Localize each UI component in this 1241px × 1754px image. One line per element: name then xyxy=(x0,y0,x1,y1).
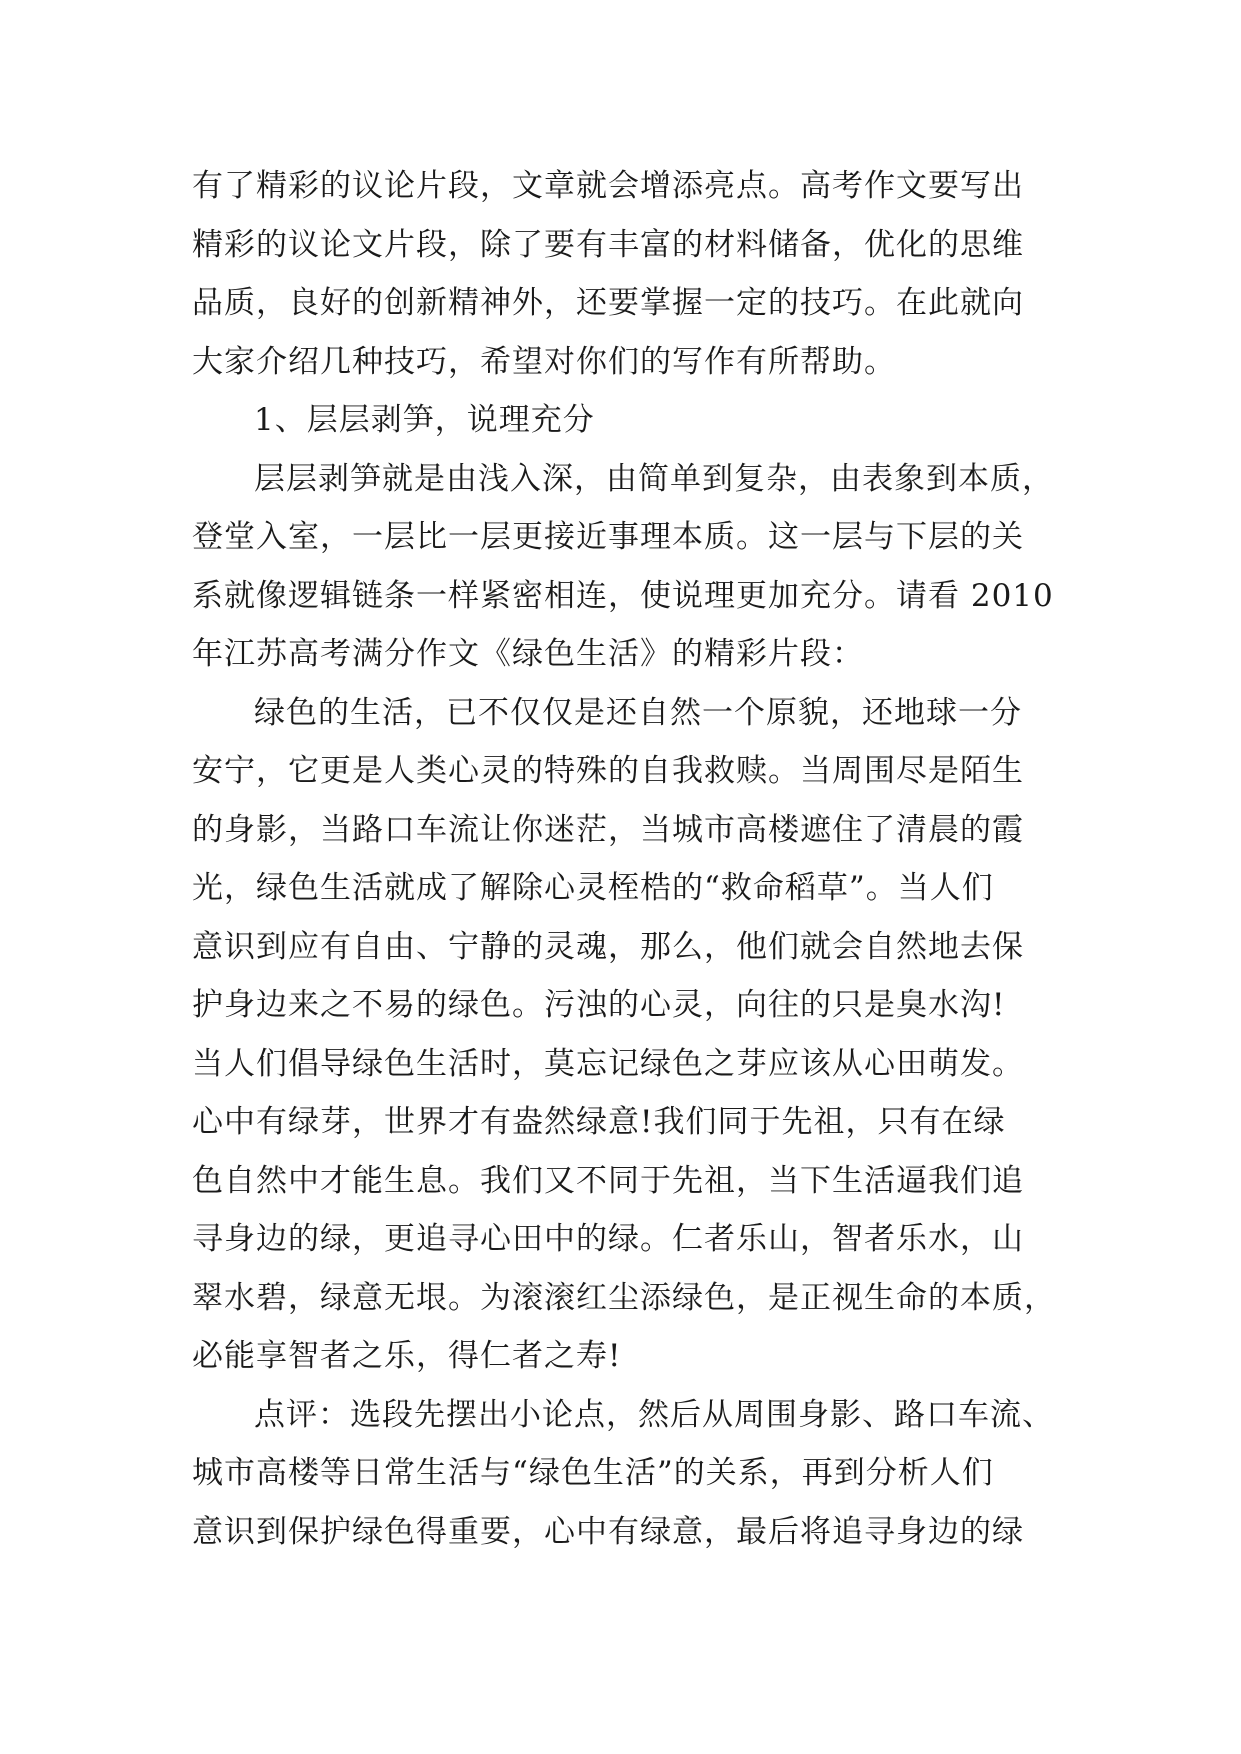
text-line: 系就像逻辑链条一样紧密相连，使说理更加充分。请看 2010 xyxy=(192,577,1054,614)
quoted-paragraph-line: 心中有绿芽，世界才有盎然绿意!我们同于先祖，只有在绿 xyxy=(192,1104,1006,1140)
quoted-paragraph-line: 绿色的生活，已不仅仅是还自然一个原貌，还地球一分 xyxy=(254,694,1022,731)
quoted-paragraph-line: 护身边来之不易的绿色。污浊的心灵，向往的只是臭水沟! xyxy=(192,987,1006,1023)
commentary-line: 城市高楼等日常生活与“绿色生活”的关系，再到分析人们 xyxy=(192,1455,994,1491)
text-line: 品质，良好的创新精神外，还要掌握一定的技巧。在此就向 xyxy=(192,285,1024,321)
quoted-paragraph-line: 必能享智者之乐，得仁者之寿! xyxy=(192,1338,622,1374)
text-line: 登堂入室，一层比一层更接近事理本质。这一层与下层的关 xyxy=(192,519,1024,555)
section-heading: 1、层层剥笋，说理充分 xyxy=(254,402,595,438)
quoted-paragraph-line: 光，绿色生活就成了解除心灵桎梏的“救命稻草”。当人们 xyxy=(192,870,994,906)
quoted-paragraph-line: 色自然中才能生息。我们又不同于先祖，当下生活逼我们追 xyxy=(192,1162,1024,1199)
quoted-paragraph-line: 的身影，当路口车流让你迷茫，当城市高楼遮住了清晨的霞 xyxy=(192,811,1024,848)
text-line: 年江苏高考满分作文《绿色生活》的精彩片段： xyxy=(192,636,864,672)
quoted-paragraph-line: 寻身边的绿，更追寻心田中的绿。仁者乐山，智者乐水，山 xyxy=(192,1221,1024,1257)
body-text xyxy=(192,157,1072,1561)
text-line: 大家介绍几种技巧，希望对你们的写作有所帮助。 xyxy=(192,343,896,380)
text-line: 层层剥笋就是由浅入深，由简单到复杂，由表象到本质， xyxy=(254,460,1054,497)
text-line: 有了精彩的议论片段，文章就会增添亮点。高考作文要写出 xyxy=(192,168,1024,204)
quoted-paragraph-line: 当人们倡导绿色生活时，莫忘记绿色之芽应该从心田萌发。 xyxy=(192,1045,1024,1082)
commentary-line: 点评：选段先摆出小论点，然后从周围身影、路口车流、 xyxy=(254,1396,1054,1433)
quoted-paragraph-line: 翠水碧，绿意无垠。为滚滚红尘添绿色，是正视生命的本质， xyxy=(192,1279,1056,1316)
quoted-paragraph-line: 安宁，它更是人类心灵的特殊的自我救赎。当周围尽是陌生 xyxy=(192,753,1024,789)
quoted-paragraph-line: 意识到应有自由、宁静的灵魂，那么，他们就会自然地去保 xyxy=(192,928,1024,965)
commentary-line: 意识到保护绿色得重要，心中有绿意，最后将追寻身边的绿 xyxy=(192,1513,1024,1550)
text-line: 精彩的议论文片段，除了要有丰富的材料储备，优化的思维 xyxy=(192,226,1024,263)
